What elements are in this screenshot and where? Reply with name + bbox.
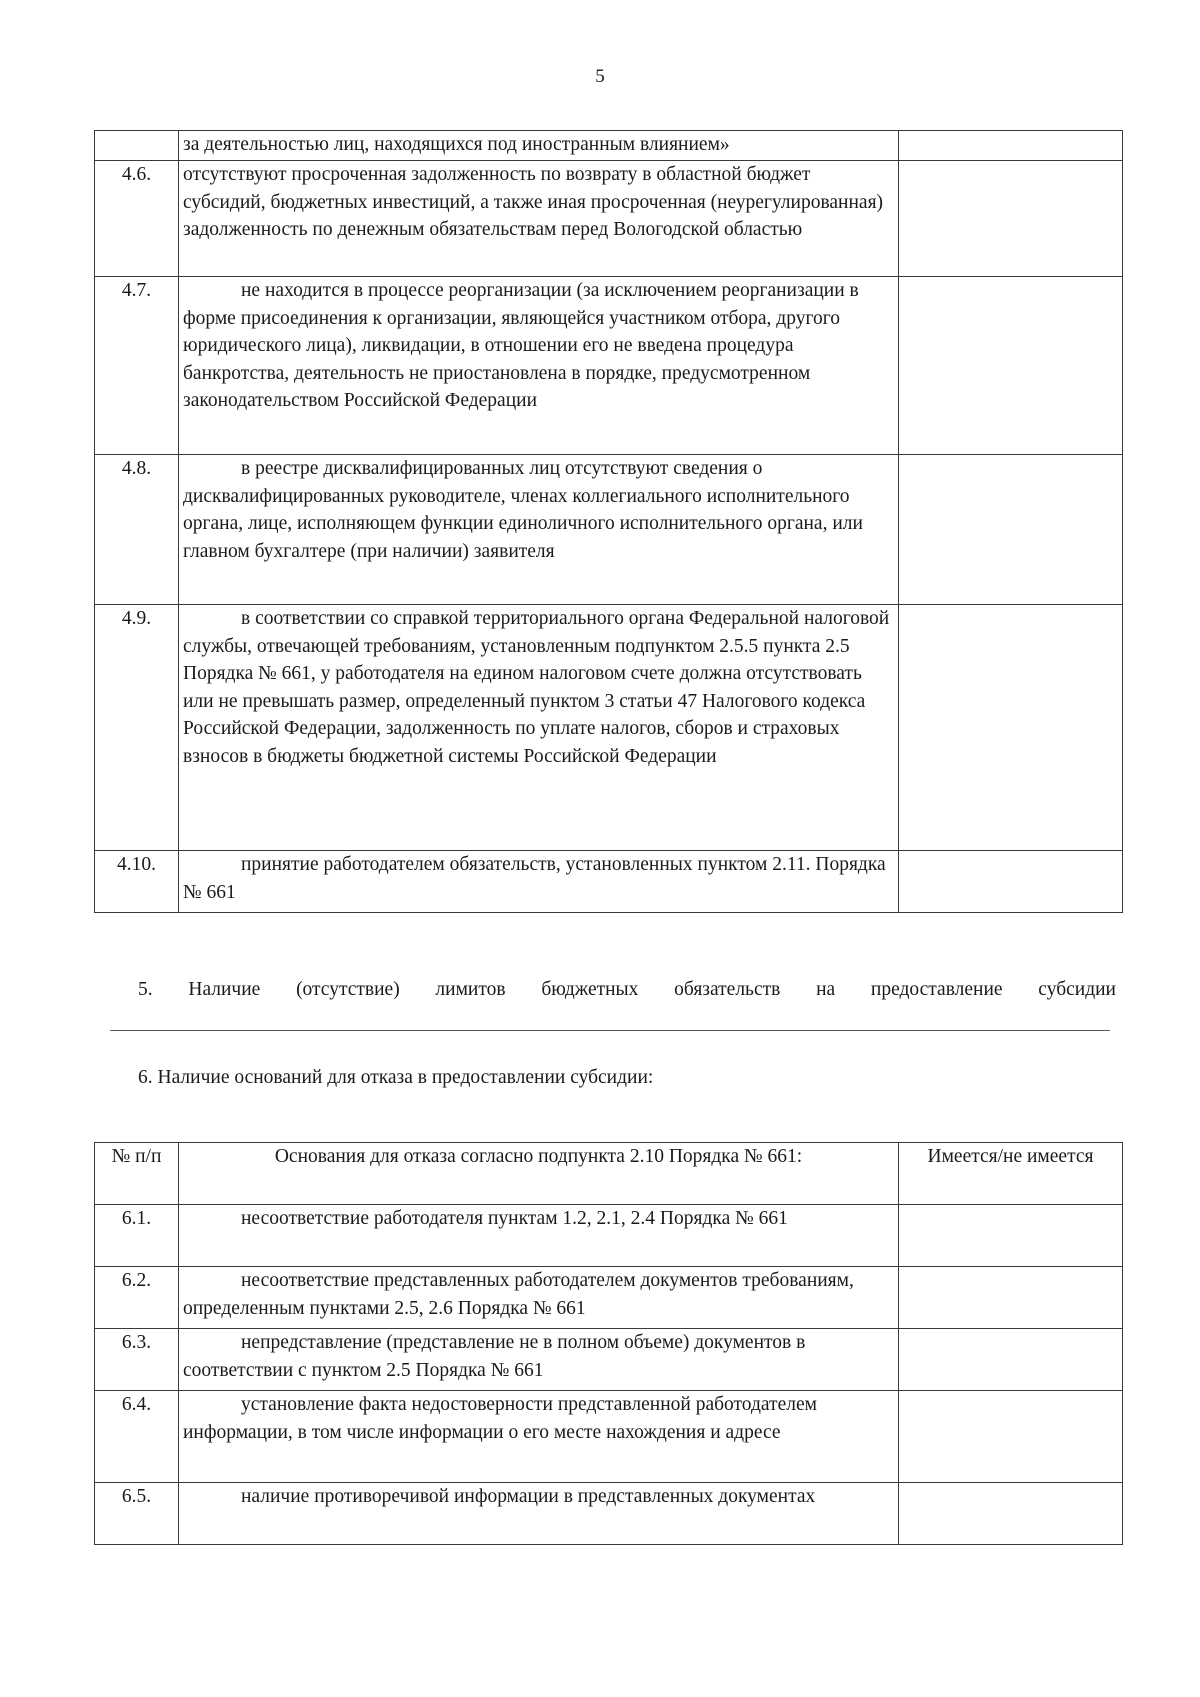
row-text: в соответствии со справкой территориального органа Федеральной налоговой службы, отвечающей требованиям, установленным подпунктом 2.5.5 пункта 2.5 Порядка № 661, у работодателя на едином налоговом счете должна отсутствовать или не превышать размер, определенный пунктом 3 статьи 47 Налогового кодекса Российской Федерации, задолженность по уплате налогов, сборов и страховых взносов в бюджеты бюджетной системы Российской Федерации	[179, 605, 899, 851]
row-text: принятие работодателем обязательств, установленных пунктом 2.11. Порядка № 661	[179, 851, 899, 913]
table-row	[95, 1267, 1123, 1329]
row-number: 4.9.	[95, 605, 179, 851]
row-text: не находится в процессе реорганизации (за исключением реорганизации в форме присоединения к организации, являющейся участником отбора, другого юридического лица), ликвидации, в отношении его не введена процедура банкротства, деятельность не приостановлена в порядке, предусмотренном законодательством Российской Федерации	[179, 277, 899, 455]
table-row	[95, 1205, 1123, 1267]
row-number: 6.1.	[95, 1205, 179, 1267]
row-text: за деятельностью лиц, находящихся под иностранным влиянием»	[179, 131, 899, 161]
row-text: непредставление (представление не в полном объеме) документов в соответствии с пунктом 2.5 Порядка № 661	[179, 1329, 899, 1391]
row-text: в реестре дисквалифицированных лиц отсутствуют сведения о дисквалифицированных руководителе, членах коллегиального исполнительного органа, лице, исполняющем функции единоличного исполнительного органа, или главном бухгалтере (при наличии) заявителя	[179, 455, 899, 605]
page-number: 5	[595, 66, 605, 87]
section-6-heading: 6. Наличие оснований для отказа в предоставлении субсидии:	[138, 1067, 654, 1088]
row-mark-cell[interactable]	[899, 1267, 1123, 1329]
row-number: 6.4.	[95, 1391, 179, 1483]
row-number: 4.7.	[95, 277, 179, 455]
row-mark-cell[interactable]	[899, 131, 1123, 161]
row-mark-cell[interactable]	[899, 1205, 1123, 1267]
table-row	[95, 1483, 1123, 1545]
fill-in-line[interactable]	[110, 1030, 1110, 1031]
table-row	[95, 1329, 1123, 1391]
row-number: 4.10.	[95, 851, 179, 913]
row-text: наличие противоречивой информации в представленных документах	[179, 1483, 899, 1545]
row-mark-cell[interactable]	[899, 277, 1123, 455]
row-number: 4.6.	[95, 161, 179, 277]
table-header-row	[95, 1143, 1123, 1205]
refusal-grounds-table	[94, 1142, 1123, 1545]
section-5-heading: 5. Наличие (отсутствие) лимитов бюджетных обязательств на предоставление субсидии	[138, 979, 1116, 1000]
row-mark-cell[interactable]	[899, 1391, 1123, 1483]
row-number: 6.2.	[95, 1267, 179, 1329]
eligibility-criteria-table	[94, 130, 1123, 913]
column-header-grounds: Основания для отказа согласно подпункта 2.10 Порядка № 661:	[179, 1143, 899, 1205]
row-text: установление факта недостоверности представленной работодателем информации, в том числе информации о его месте нахождения и адресе	[179, 1391, 899, 1483]
row-number	[95, 131, 179, 161]
row-mark-cell[interactable]	[899, 605, 1123, 851]
table-row	[95, 161, 1123, 277]
column-header-status: Имеется/не имеется	[899, 1143, 1123, 1205]
row-number: 6.5.	[95, 1483, 179, 1545]
row-mark-cell[interactable]	[899, 161, 1123, 277]
row-mark-cell[interactable]	[899, 1329, 1123, 1391]
table-row	[95, 851, 1123, 913]
row-mark-cell[interactable]	[899, 851, 1123, 913]
table-row	[95, 455, 1123, 605]
row-text: несоответствие представленных работодателем документов требованиям, определенным пунктами 2.5, 2.6 Порядка № 661	[179, 1267, 899, 1329]
row-number: 4.8.	[95, 455, 179, 605]
row-text: несоответствие работодателя пунктам 1.2, 2.1, 2.4 Порядка № 661	[179, 1205, 899, 1267]
table-row	[95, 131, 1123, 161]
table-row	[95, 277, 1123, 455]
table-row	[95, 605, 1123, 851]
row-number: 6.3.	[95, 1329, 179, 1391]
column-header-number: № п/п	[95, 1143, 179, 1205]
row-mark-cell[interactable]	[899, 1483, 1123, 1545]
row-text: отсутствуют просроченная задолженность по возврату в областной бюджет субсидий, бюджетных инвестиций, а также иная просроченная (неурегулированная) задолженность по денежным обязательствам перед Вологодской областью	[179, 161, 899, 277]
table-row	[95, 1391, 1123, 1483]
row-mark-cell[interactable]	[899, 455, 1123, 605]
